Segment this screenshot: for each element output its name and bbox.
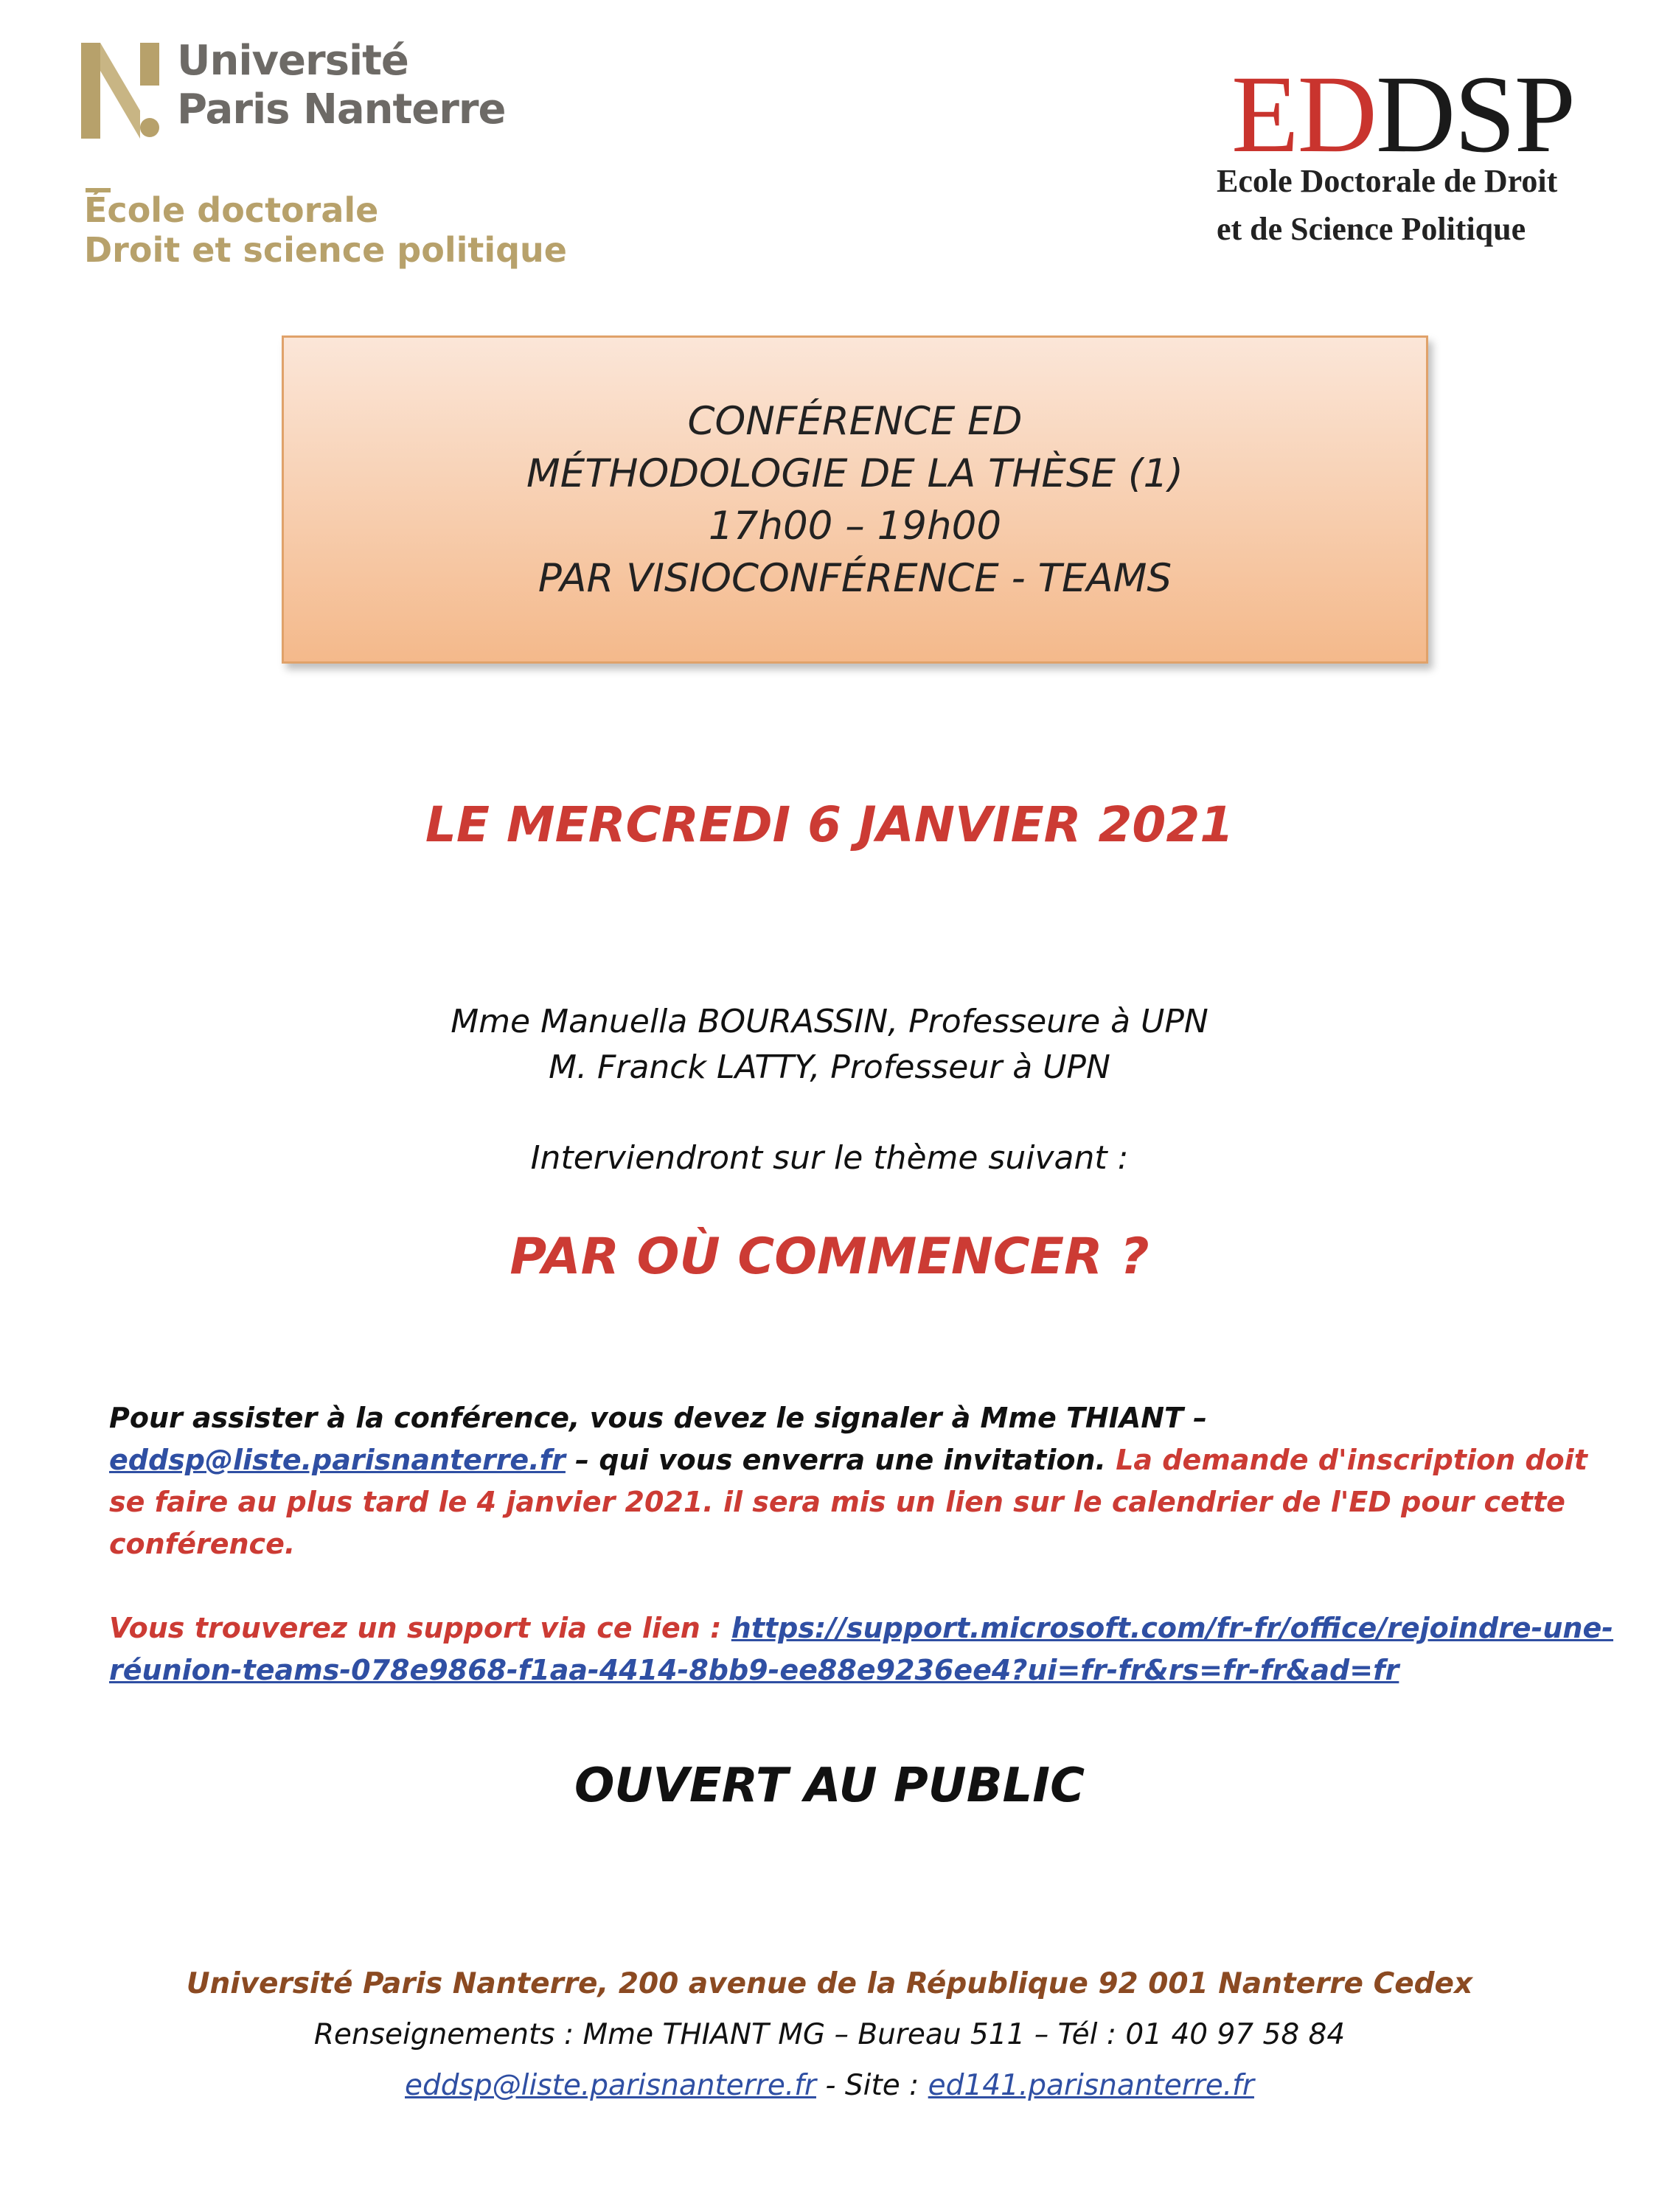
title-line-visio: PAR VISIOCONFÉRENCE - TEAMS [538,556,1172,601]
event-date: LE MERCREDI 6 JANVIER 2021 [425,796,1234,853]
registration-text: Pour assister à la conférence, vous devez le signaler à Mme THIANT – [109,1402,1208,1434]
logo-universite-text: Université [177,37,408,85]
footer-links [0,2069,1659,2102]
ecole-doctorale-text: École doctorale [84,190,379,230]
registration-email-link[interactable]: eddsp@liste.parisnanterre.fr [109,1444,566,1476]
title-line-time: 17h00 – 19h00 [708,504,1002,549]
footer-email-link[interactable]: eddsp@liste.parisnanterre.fr [405,2069,816,2102]
eddsp-wordmark-red: ED [1231,53,1376,175]
footer-site-link[interactable]: ed141.parisnanterre.fr [928,2069,1254,2102]
title-line-conference: CONFÉRENCE ED [687,399,1023,444]
footer-contact: Renseignements : Mme THIANT MG – Bureau 511 – Tél : 01 40 97 58 84 [313,2018,1346,2051]
eddsp-wordmark-dark: DSP [1375,53,1575,175]
registration-text-2: – qui vous enverra une invitation. [565,1444,1116,1476]
theme-intro: Interviendront sur le thème suivant : [530,1139,1129,1177]
logo-paris-nanterre-text: Paris Nanterre [177,86,506,133]
eddsp-logo [1209,53,1593,251]
support-paragraph [109,1607,1613,1691]
upn-n-mark-icon [81,43,162,139]
open-to-public: OUVERT AU PUBLIC [574,1759,1085,1813]
support-text: Vous trouverez un support via ce lien : [109,1612,731,1644]
support-link[interactable]: https://support.microsoft.com/fr-fr/office/rejoindre-une-réunion-teams-078e9868-f1aa-4414-8bb9-ee88e9236ee4?ui=fr-fr&rs=fr-fr&ad=fr [109,1612,1613,1686]
universite-paris-nanterre-logo [81,37,567,280]
theme-title: PAR OÙ COMMENCER ? [509,1228,1150,1286]
eddsp-wordmark [1231,53,1575,175]
eddsp-subtitle-line1: Ecole Doctorale de Droit [1217,163,1558,199]
registration-info [109,1397,1613,1691]
registration-paragraph [109,1397,1613,1565]
speaker-1: Mme Manuella BOURASSIN, Professeure à UPN [451,1003,1208,1040]
conference-title-box [282,335,1428,664]
footer-site-label: - Site : [815,2069,928,2102]
registration-deadline-text: La demande d'inscription doit se faire au plus tard le 4 janvier 2021. il sera mis un lien sur le calendrier de l'ED pour cette conférence. [109,1444,1587,1560]
eddsp-subtitle-line2: et de Science Politique [1217,211,1526,247]
speaker-2: M. Franck LATTY, Professeur à UPN [549,1048,1110,1086]
title-line-methodologie: MÉTHODOLOGIE DE LA THÈSE (1) [526,451,1183,496]
footer-address: Université Paris Nanterre, 200 avenue de la République 92 001 Nanterre Cedex [186,1967,1473,2000]
droit-science-politique-text: Droit et science politique [84,230,567,270]
